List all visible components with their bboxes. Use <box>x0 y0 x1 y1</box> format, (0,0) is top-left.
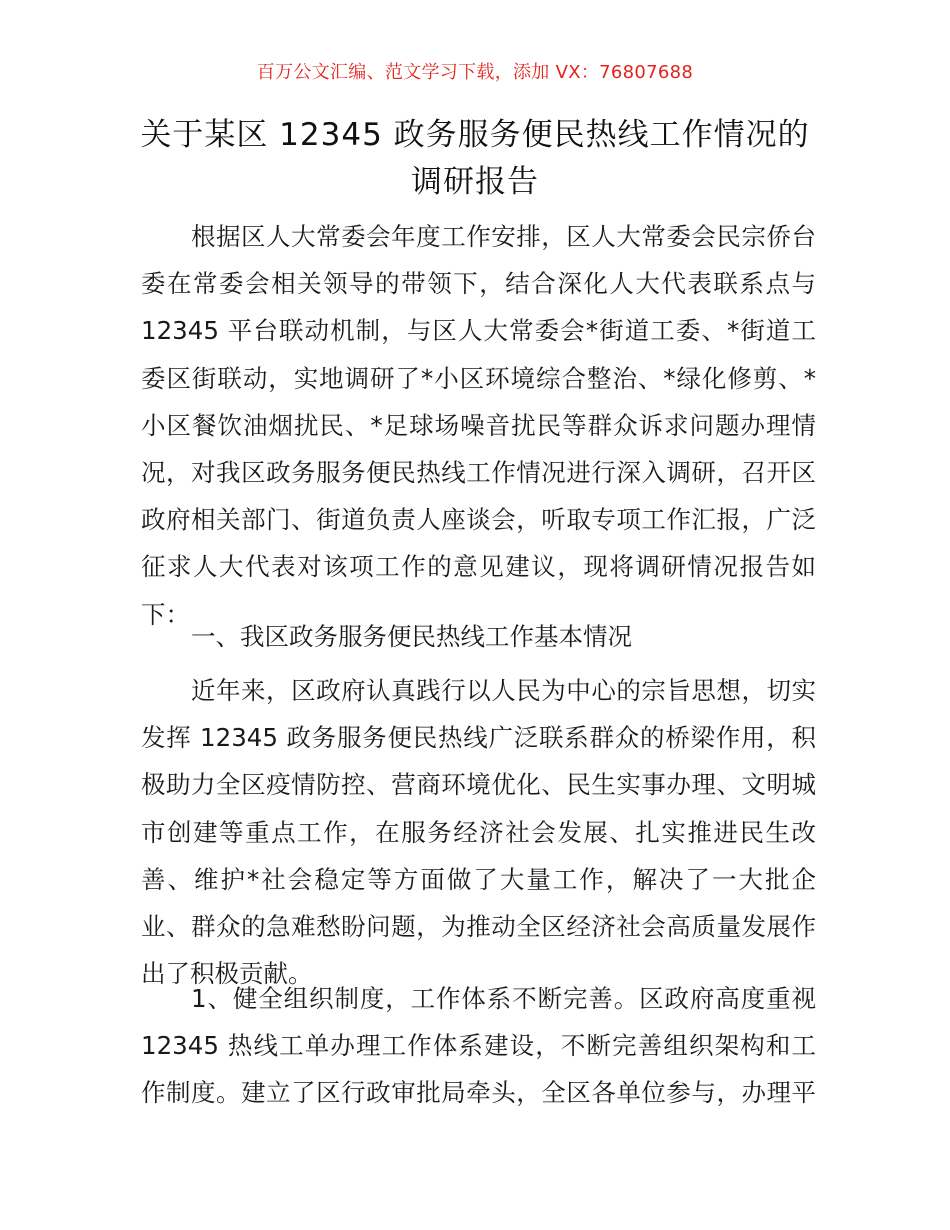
text-line: 小区餐饮油烟扰民、*足球场噪音扰民等群众诉求问题办理情 <box>141 410 816 440</box>
document-title <box>120 112 830 206</box>
text-line: 出了积极贡献。 <box>141 959 313 989</box>
heading-text: 一、我区政务服务便民热线工作基本情况 <box>191 622 632 651</box>
title-line-1: 关于某区 12345 政务服务便民热线工作情况的 <box>140 117 810 153</box>
text-line: 善、维护*社会稳定等方面做了大量工作，解决了一大批企 <box>141 864 816 894</box>
text-line: 况，对我区政务服务便民热线工作情况进行深入调研，召开区 <box>141 457 816 487</box>
text-line: 发挥 12345 政务服务便民热线广泛联系群众的桥梁作用，积 <box>141 723 816 753</box>
text-line: 12345 热线工单办理工作体系建设，不断完善组织架构和工 <box>141 1031 816 1061</box>
paragraph-item-1 <box>141 975 816 1117</box>
watermark-text: 百万公文汇编、范文学习下载，添加 VX：76807688 <box>256 62 694 83</box>
text-line: 根据区人大常委会年度工作安排，区人大常委会民宗侨台 <box>191 222 816 251</box>
text-line: 近年来，区政府认真践行以人民为中心的宗旨思想，切实 <box>191 676 816 705</box>
text-line: 12345 平台联动机制，与区人大常委会*街道工委、*街道工 <box>141 316 816 346</box>
text-line: 市创建等重点工作，在服务经济社会发展、扎实推进民生改 <box>141 817 816 847</box>
title-line-2: 调研报告 <box>411 164 539 200</box>
text-line: 下： <box>141 599 190 629</box>
text-line: 征求人大代表对该项工作的意见建议，现将调研情况报告如 <box>141 552 816 582</box>
text-line: 作制度。建立了区行政审批局牵头，全区各单位参与，办理平 <box>141 1078 816 1108</box>
text-line: 业、群众的急难愁盼问题，为推动全区经济社会高质量发展作 <box>141 911 816 941</box>
text-line: 1、健全组织制度，工作体系不断完善。区政府高度重视 <box>191 984 816 1013</box>
text-line: 委区街联动，实地调研了*小区环境综合整治、*绿化修剪、* <box>141 363 816 393</box>
text-line: 委在常委会相关领导的带领下，结合深化人大代表联系点与 <box>141 269 816 299</box>
section-heading-1 <box>141 613 816 660</box>
paragraph-intro <box>141 213 816 638</box>
text-line: 极助力全区疫情防控、营商环境优化、民生实事办理、文明城 <box>141 770 816 800</box>
paragraph-overview <box>141 667 816 997</box>
text-line: 政府相关部门、街道负责人座谈会，听取专项工作汇报，广泛 <box>141 505 816 535</box>
